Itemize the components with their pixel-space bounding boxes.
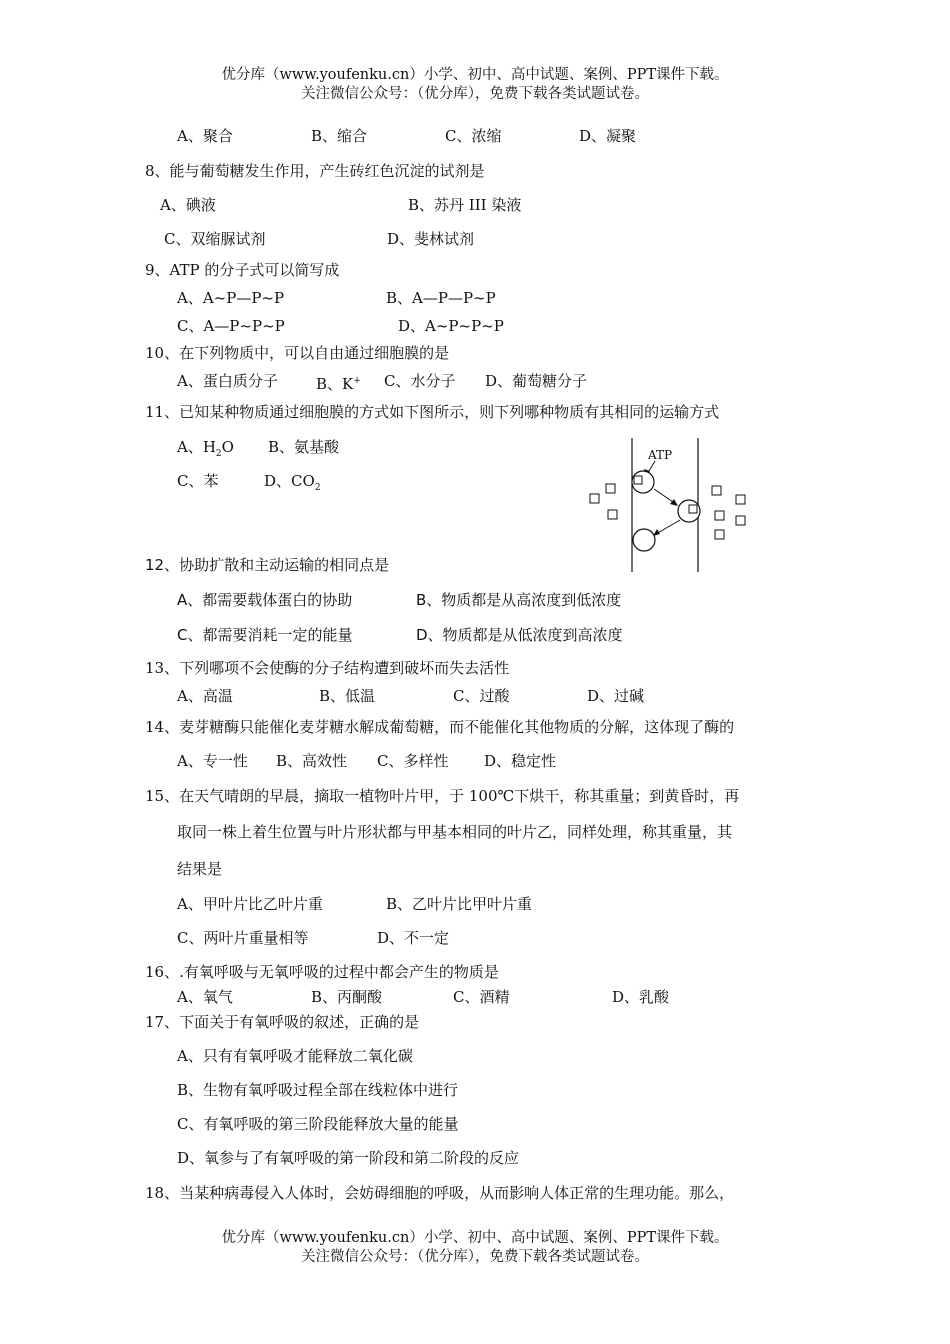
page-header-line2: 关注微信公众号：（优分库），免费下载各类试题试卷。 [301,86,649,102]
atp-label: ATP [648,448,673,462]
q11-option-c: C、苯 [177,472,219,490]
q11-option-a: A、$H_2O$ [177,438,234,459]
q10-option-d: D、葡萄糖分子 [485,372,588,390]
q7-option-c: C、浓缩 [445,127,502,145]
q16-option-c: C、酒精 [453,988,510,1006]
membrane-transport-diagram [580,432,760,577]
q11-option-d: D、$CO_2$ [264,472,321,493]
q7-option-d: D、凝聚 [579,127,637,145]
molecule-square [608,510,617,519]
page-footer-line2: 关注微信公众号：（优分库），免费下载各类试题试卷。 [301,1249,649,1265]
q10-option-b: B、K+ [316,375,361,393]
q15-option-b: B、乙叶片比甲叶片重 [386,895,533,913]
molecule-square [736,495,745,504]
q12-option-a: A、都需要载体蛋白的协助 [177,591,353,609]
q13-option-b: B、低温 [319,687,376,705]
q13-option-d: D、过碱 [587,687,645,705]
q13-option-c: C、过酸 [453,687,510,705]
q17-stem: 17、下面关于有氧呼吸的叙述，正确的是 [145,1013,420,1031]
q16-stem: 16、.有氧呼吸与无氧呼吸的过程中都会产生的物质是 [145,963,499,981]
q14-option-d: D、稳定性 [484,752,557,770]
q8-option-d: D、斐林试剂 [387,230,475,248]
q14-option-a: A、专一性 [177,752,248,770]
q9-option-a: A、A~P—P~P [177,289,285,307]
q9-option-d: D、A~P~P~P [398,317,504,335]
q14-stem: 14、麦芽糖酶只能催化麦芽糖水解成葡萄糖，而不能催化其他物质的分解，这体现了酶的 [145,718,735,736]
molecule-square [590,494,599,503]
q8-option-a: A、碘液 [160,196,216,214]
q12-option-c: C、都需要消耗一定的能量 [177,626,353,644]
q16-option-d: D、乳酸 [612,988,670,1006]
q16-option-a: A、氧气 [177,988,233,1006]
q12-stem: 12、协助扩散和主动运输的相同点是 [145,556,390,574]
q9-option-b: B、A—P—P~P [386,289,496,307]
q15-stem-line2: 取同一株上着生位置与叶片形状都与甲基本相同的叶片乙，同样处理，称其重量，其 [177,823,733,841]
q7-option-b: B、缩合 [311,127,368,145]
page-footer-line1: 优分库（www.youfenku.cn）小学、初中、高中试题、案例、PPT课件下载。 [221,1230,729,1246]
arrow-to-bottom [656,520,680,534]
q11-stem: 11、已知某种物质通过细胞膜的方式如下图所示，则下列哪种物质有其相同的运输方式 [145,403,720,421]
q18-stem: 18、当某种病毒侵入人体时，会妨碍细胞的呼吸，从而影响人体正常的生理功能。那么， [145,1184,735,1202]
q17-option-d: D、氧参与了有氧呼吸的第一阶段和第二阶段的反应 [177,1149,520,1167]
carrier-protein-bottom [633,529,655,551]
q15-option-d: D、不一定 [377,929,450,947]
q9-stem: 9、ATP 的分子式可以简写成 [145,261,340,279]
q10-stem: 10、在下列物质中，可以自由通过细胞膜的是 [145,344,450,362]
molecule-square [606,484,615,493]
q12-option-b: B、物质都是从高浓度到低浓度 [416,591,622,609]
molecule-square [715,511,724,520]
q14-option-b: B、高效性 [276,752,348,770]
q17-option-b: B、生物有氧呼吸过程全部在线粒体中进行 [177,1081,459,1099]
q15-option-c: C、两叶片重量相等 [177,929,309,947]
q11-option-b: B、氨基酸 [268,438,340,456]
q10-option-c: C、水分子 [384,372,456,390]
q13-stem: 13、下列哪项不会使酶的分子结构遭到破坏而失去活性 [145,659,510,677]
q12-option-d: D、物质都是从低浓度到高浓度 [416,626,623,644]
q15-option-a: A、甲叶片比乙叶片重 [177,895,323,913]
q17-option-a: A、只有有氧呼吸才能释放二氧化碳 [177,1047,413,1065]
q8-option-c: C、双缩脲试剂 [164,230,266,248]
molecule-square [736,516,745,525]
q13-option-a: A、高温 [177,687,233,705]
q16-option-b: B、丙酮酸 [311,988,383,1006]
q8-stem: 8、能与葡萄糖发生作用，产生砖红色沉淀的试剂是 [145,162,485,180]
q14-option-c: C、多样性 [377,752,449,770]
q8-option-b: B、苏丹 III 染液 [408,196,522,214]
q9-option-c: C、A—P~P~P [177,317,285,335]
q10-option-a: A、蛋白质分子 [177,372,278,390]
page-header-line1: 优分库（www.youfenku.cn）小学、初中、高中试题、案例、PPT课件下载。 [221,67,729,83]
molecule-square [712,486,721,495]
q17-option-c: C、有氧呼吸的第三阶段能释放大量的能量 [177,1115,459,1133]
q7-option-a: A、聚合 [177,127,233,145]
q15-stem-line1: 15、在天气晴朗的早晨，摘取一植物叶片甲，于 100℃下烘干，称其重量；到黄昏时，再 [145,787,740,805]
molecule-square [715,530,724,539]
q15-stem-line3: 结果是 [177,860,223,878]
